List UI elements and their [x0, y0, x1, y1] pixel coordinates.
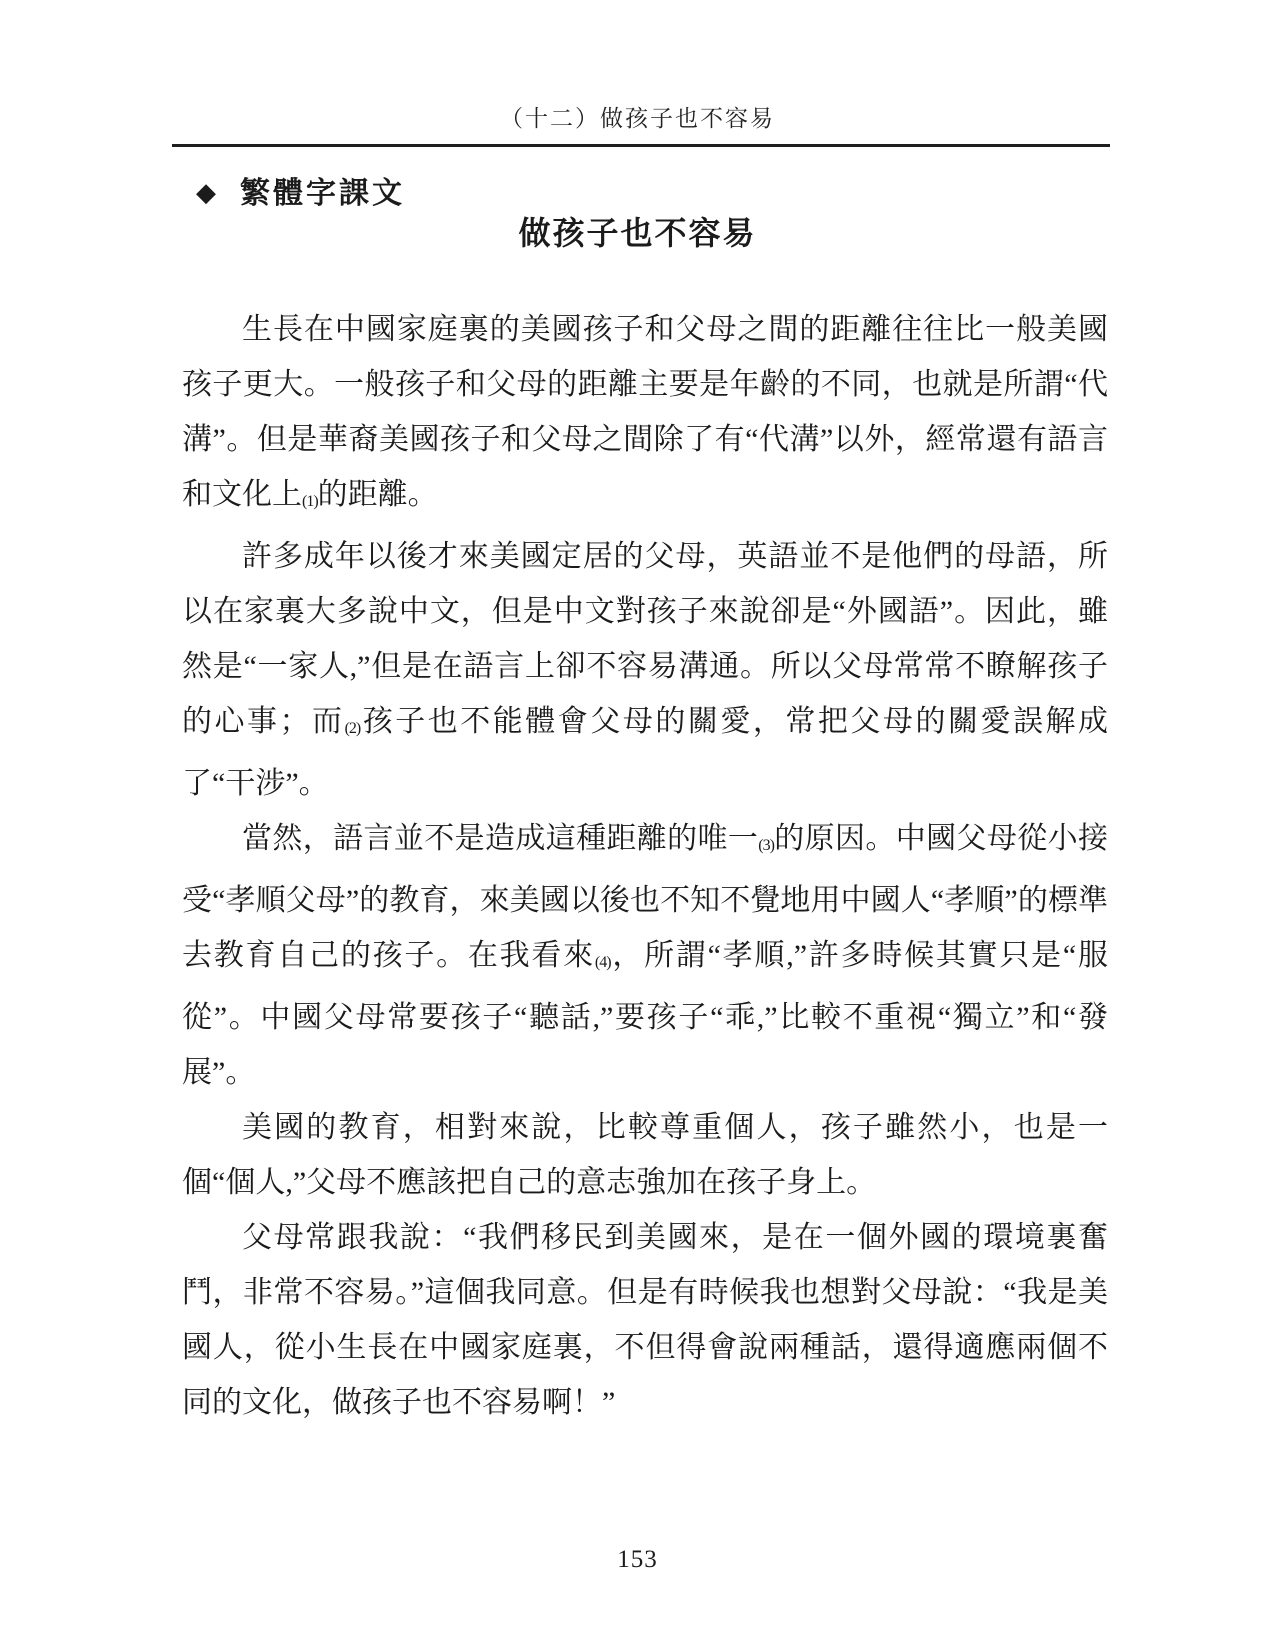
diamond-bullet-icon: ◆: [196, 178, 216, 207]
text-run: 孩子也不能體會父母的關愛，常把父母的關愛誤解成了“干涉”。: [182, 705, 1109, 800]
footnote-marker: (1): [302, 493, 318, 510]
body-paragraph: [182, 1210, 1108, 1430]
body-paragraph: [182, 302, 1108, 529]
footnote-marker: (3): [758, 837, 774, 854]
text-run: 生長在中國家庭裏的美國孩子和父母之間的距離往往比一般美國孩子更大。一般孩子和父母的距離主要是年齡的不同，也就是所謂“代溝”。但是華裔美國孩子和父母之間除了有“代溝”以外，經常還有語言和文化上: [182, 313, 1108, 511]
text-run: 美國的教育，相對來說，比較尊重個人，孩子雖然小，也是一個“個人,”父母不應該把自己的意志強加在孩子身上。: [182, 1111, 1108, 1199]
footnote-marker: (4): [594, 954, 611, 971]
text-run: 許多成年以後才來美國定居的父母，英語並不是他們的母語，所以在家裏大多說中文，但是中文對孩子來說卻是“外國語”。因此，雖然是“一家人,”但是在語言上卻不容易溝通。所以父母常常不瞭解孩子的心事；而: [182, 540, 1108, 738]
lesson-title: 做孩子也不容易: [518, 215, 757, 251]
footnote-marker: (2): [344, 720, 361, 737]
text-run: ，所謂“孝順,”許多時候其實只是“服從”。中國父母常要孩子“聽話,”要孩子“乖,”比較不重視“獨立”和“發展”。: [182, 939, 1108, 1089]
header-rule: [172, 144, 1110, 147]
running-header: （十二）做孩子也不容易: [500, 106, 775, 131]
section-heading-label: 繁體字課文: [240, 177, 405, 210]
body-paragraph: [182, 811, 1108, 1100]
body-paragraph: [182, 1100, 1108, 1210]
page-number: 153: [617, 1546, 658, 1573]
text-body: [182, 302, 1108, 1430]
text-run: 的距離。: [317, 478, 438, 511]
body-paragraph: [182, 529, 1108, 811]
section-heading: [196, 168, 405, 212]
text-run: 父母常跟我說：“我們移民到美國來，是在一個外國的環境裏奮鬥，非常不容易。”這個我同意。但是有時候我也想對父母說：“我是美國人，從小生長在中國家庭裏，不但得會說兩種話，還得適應兩個不同的文化，做孩子也不容易啊！”: [182, 1221, 1108, 1419]
text-run: 當然，語言並不是造成這種距離的唯一: [242, 822, 759, 855]
text-run: 的原因。中國父母從小接受“孝順父母”的教育，來美國以後也不知不覺地用中國人“孝順”的標準去教育自己的孩子。在我看來: [182, 822, 1109, 972]
